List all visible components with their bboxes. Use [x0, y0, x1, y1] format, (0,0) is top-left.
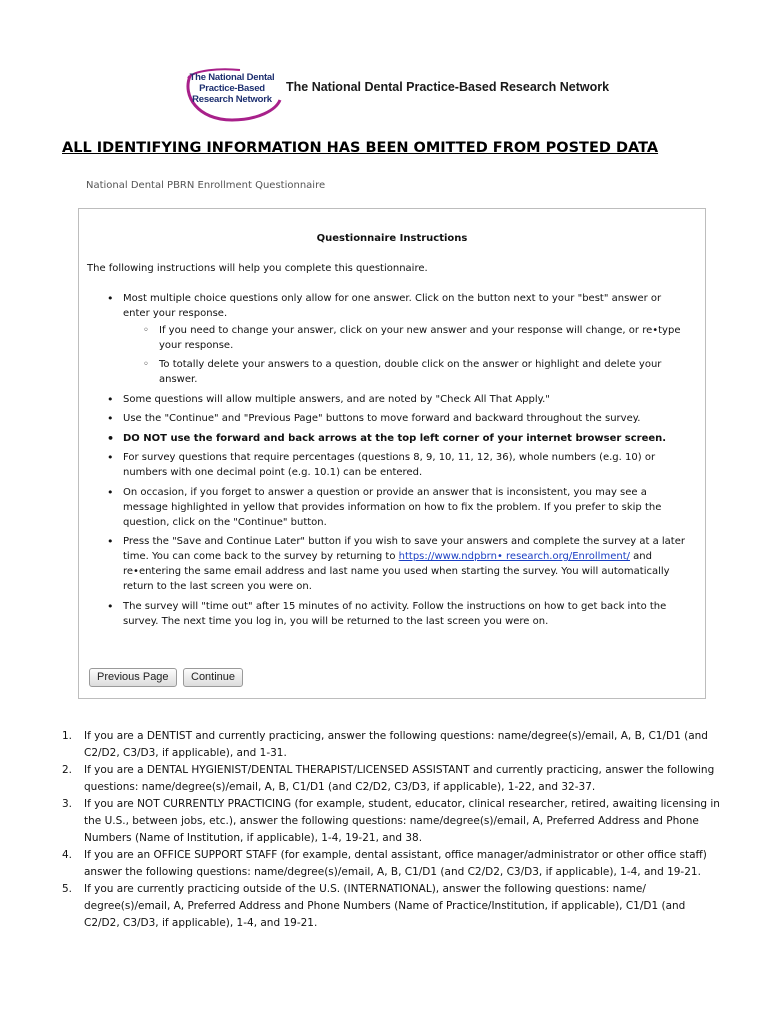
enrollment-link[interactable]: https://www.ndpbrn• research.org/Enrollment/: [398, 551, 630, 562]
list-text: If you are a DENTAL HYGIENIST/DENTAL THERAPIST/LICENSED ASSISTANT and currently practicing, answer the following questions: name/degree(s)/email, A, B, C1/D1 (and C2/D2, C3/D3, if applicable), 1-22, and 32-37.: [84, 764, 715, 793]
list-number: 5.: [62, 883, 73, 895]
instruction-text: Most multiple choice questions only allow for one answer. Click on the button next to your "best" answer or enter your response.: [123, 293, 662, 319]
instruction-item: [107, 291, 687, 387]
instruction-item: • Some questions will allow multiple answers, and are noted by "Check All That Apply.": [107, 392, 687, 407]
instruction-subitem: ◦ To totally delete your answers to a question, double click on the answer or highlight and delete your answer.: [143, 357, 687, 387]
instruction-subitem: ◦ If you need to change your answer, click on your new answer and your response will change, or re•type your response.: [143, 323, 687, 353]
instruction-item: • The survey will "time out" after 15 minutes of no activity. Follow the instructions on how to get back into the survey. The next time you log in, you will be returned to the last screen you were on.: [107, 599, 687, 629]
continue-button[interactable]: Continue: [183, 668, 243, 687]
list-item: [62, 881, 722, 932]
list-number: 1.: [62, 730, 73, 742]
list-item: [62, 847, 722, 881]
instruction-text: Press the "Save and Continue Later" button if you wish to save your answers and complete the survey at a later time. You can come back to the survey by returning to: [123, 536, 685, 562]
list-text: If you are a DENTIST and currently practicing, answer the following questions: name/degree(s)/email, A, B, C1/D1 (and C2/D2, C3/D3, if applicable), and 1-31.: [84, 730, 708, 759]
network-logo: [180, 66, 284, 124]
list-text: If you are NOT CURRENTLY PRACTICING (for example, student, educator, clinical researcher, retired, awaiting licensing in the U.S., between jobs, etc.), answer the following questions: name/degree(s)/email, A, Preferred Address and Phone Numbers (Name of Institution, if applicable), 1-4, 19-21, and 38.: [84, 798, 720, 844]
logo-line: Research Network: [192, 94, 272, 105]
instruction-text: and re•entering the same email address and last name you used when starting the survey. You will automatically return to the last screen you were on.: [123, 551, 670, 592]
logo-text: [184, 72, 280, 105]
instruction-item: [107, 534, 687, 594]
instructions-intro: The following instructions will help you complete this questionnaire.: [87, 263, 428, 274]
logo-line: The National Dental: [189, 72, 275, 83]
list-item: [62, 728, 722, 762]
role-instructions-list: [62, 728, 722, 932]
instruction-item-warning: • DO NOT use the forward and back arrows at the top left corner of your internet browser screen.: [107, 431, 687, 446]
list-item: [62, 796, 722, 847]
list-number: 3.: [62, 798, 73, 810]
instruction-item: • Use the "Continue" and "Previous Page" buttons to move forward and backward throughout the survey.: [107, 411, 687, 426]
instructions-title: Questionnaire Instructions: [316, 233, 468, 244]
org-name: The National Dental Practice-Based Research Network: [286, 80, 610, 94]
list-item: [62, 762, 722, 796]
instruction-sublist: [123, 323, 687, 387]
instruction-item: • For survey questions that require percentages (questions 8, 9, 10, 11, 12, 36), whole numbers (e.g. 10) or numbers with one decimal point (e.g. 10.1) can be entered.: [107, 450, 687, 480]
previous-page-button[interactable]: Previous Page: [89, 668, 177, 687]
instructions-list: [107, 291, 687, 633]
questionnaire-subtitle: National Dental PBRN Enrollment Questionnaire: [86, 180, 326, 191]
omitted-data-notice: ALL IDENTIFYING INFORMATION HAS BEEN OMITTED FROM POSTED DATA: [62, 140, 659, 156]
list-text: If you are an OFFICE SUPPORT STAFF (for example, dental assistant, office manager/administrator or other office staff) answer the following questions: name/degree(s)/email, A, B, C1/D1 (and C2/D2, C3/D3, if applicable), 1-4, and 19-21.: [84, 849, 707, 878]
instruction-item: • On occasion, if you forget to answer a question or provide an answer that is inconsistent, you may see a message highlighted in yellow that provides information on how to fix the problem. If you prefer to skip the question, click on the "Continue" button.: [107, 485, 687, 530]
instructions-panel: [78, 208, 706, 699]
list-number: 4.: [62, 849, 73, 861]
logo-line: Practice-Based: [199, 83, 265, 94]
list-number: 2.: [62, 764, 73, 776]
list-text: If you are currently practicing outside of the U.S. (INTERNATIONAL), answer the following questions: name/ degree(s)/email, A, Preferred Address and Phone Numbers (Name of Practice/Institution, if applicable), C1/D1 (and C2/D2, C3/D3, if applicable), 1-4, and 19-21.: [84, 883, 686, 929]
